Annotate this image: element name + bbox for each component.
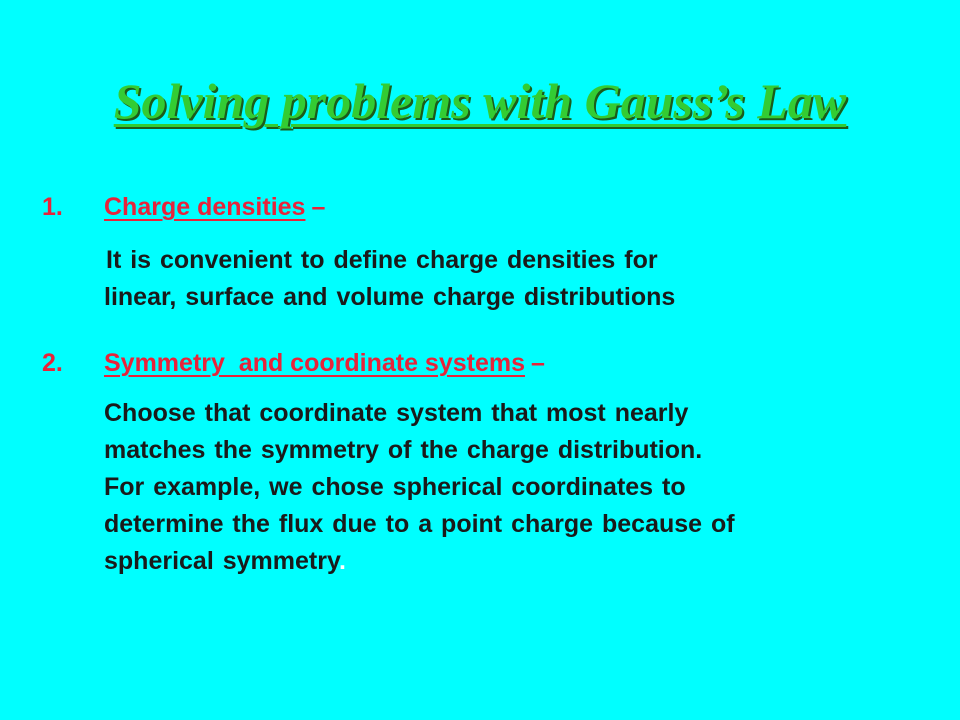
item-2-number: 2. bbox=[42, 349, 63, 377]
item-2-heading bbox=[42, 346, 545, 380]
item-2-body-line-5 bbox=[104, 543, 735, 580]
item-2-dash: – bbox=[531, 349, 545, 377]
item-2-body-line-2: matches the symmetry of the charge distribution. bbox=[104, 436, 703, 464]
item-1-body-line-2: linear, surface and volume charge distributions bbox=[104, 283, 676, 311]
item-2-end-punct: . bbox=[339, 547, 346, 575]
item-2-label: Symmetry and coordinate systems bbox=[104, 349, 525, 377]
item-1-number: 1. bbox=[42, 193, 63, 221]
item-2-body-line-5-text: spherical symmetry bbox=[104, 547, 339, 575]
item-2-body-line-4: determine the flux due to a point charge because of bbox=[104, 510, 735, 538]
slide-title: Solving problems with Gauss’s Law bbox=[113, 73, 847, 129]
item-1-body bbox=[104, 242, 675, 316]
item-2-body-line-1: Choose that coordinate system that most nearly bbox=[104, 399, 689, 427]
item-1-body-line-1: It is convenient to define charge densities for bbox=[106, 246, 658, 274]
item-2-body bbox=[104, 395, 735, 580]
item-2-body-line-3: For example, we chose spherical coordinates to bbox=[104, 473, 686, 501]
item-1-label: Charge densities bbox=[104, 193, 306, 221]
item-1-heading bbox=[42, 190, 325, 224]
item-1-dash: – bbox=[311, 193, 326, 221]
